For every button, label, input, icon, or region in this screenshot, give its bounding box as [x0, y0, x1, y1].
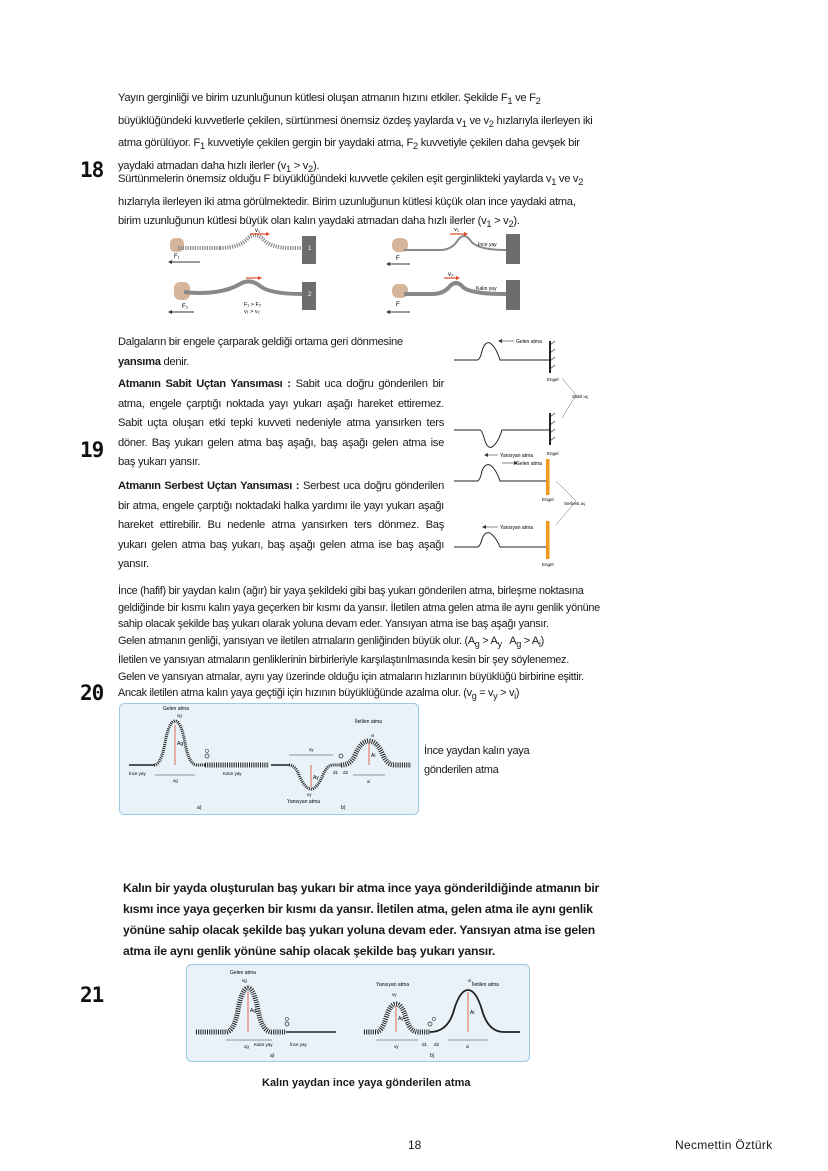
junction-label-21a: O	[285, 1017, 289, 1023]
thick-to-thin-figure	[186, 964, 530, 1062]
section20-caption-line2: gönderilen atma	[424, 764, 499, 776]
ag-label-20: Ag	[177, 741, 184, 747]
section19-intro: Dalgaların bir engele çarparak geldiği ortama geri dönmesine yansıma denir.	[118, 336, 403, 368]
xi-label-20: xi	[367, 779, 371, 784]
f-label-bottom: F	[396, 302, 400, 308]
reflected-label-free: Yansıyan atma	[500, 525, 533, 531]
transmitted-label-20: İletilen atma	[355, 719, 382, 725]
incoming-label-free: Gelen atma	[516, 461, 542, 467]
section-number-19: 19	[80, 438, 104, 462]
vg-label-21: vg	[242, 978, 247, 983]
section20-p1: İnce (hafif) bir yaydan kalın (ağır) bir yaya şekildeki gibi baş yukarı gönderilen atma, birleşme noktasına geldiğinde bir kısmı kalın yaya geçerken bir kısmı da yansır. İletilen atma gelen atma ile aynı genlik yönüne sahip olacak şekilde baş yukarı olarak yoluna devam eder. Yansıyan atma ise baş aşağı yansır.	[118, 585, 600, 630]
section20-p5: Ancak iletilen atma kalın yaya geçtiği için hızının büyüklüğünde azalma olur. $(v_g = v_y > v_i)$	[118, 687, 520, 702]
d2-label-20: d2	[343, 770, 349, 775]
xi-label-21: xi	[466, 1044, 470, 1049]
junction-label-a: O	[205, 749, 209, 755]
xy-label-20: xy	[309, 747, 314, 752]
obstacle-label-4: Engel	[542, 562, 554, 567]
spring-number-1: 1	[308, 246, 312, 252]
thin-spring-label: İnce yay	[478, 242, 497, 248]
vy-label-21: vy	[392, 992, 397, 997]
obstacle-label-2: Engel	[547, 451, 559, 456]
ay-label-21: Ay	[398, 1016, 404, 1022]
section19-free-end: Atmanın Serbest Uçtan Yansıması : Serbest uca doğru gönderilen bir atma, engele çarptığı noktadaki halka yardımı ile yayı yukarı aşağı hareket ettirebilir. Bu nedenle atma yansırken ters dönmez. Baş yukarı gelen atma baş yukarı, baş aşağı gelen atma ise baş aşağı yansır.	[118, 480, 444, 570]
free-end-incoming	[454, 459, 554, 502]
section18-paragraph-1: Yayın gerginliği ve birim uzunluğunun kütlesi oluşan atmanın hızını etkiler. Şekilde $F_1$ ve $F_2$ büyüklüğündeki kuvvetlerle çekilen, sürtünmesi önemsiz özdeş yaylarda $v_1$ ve $v_2$ hızlarıyla ilerleyen iki atma görülüyor. $F_1$ kuvvetiyle çekilen gergin bir yaydaki atma, $F_2$ kuvvetiyle çekilen daha gevşek bir yaydaki atmadan daha hızlı ilerler $(v_1 > v_2)$.	[118, 92, 593, 175]
section20-text	[118, 583, 600, 705]
free-end-label: Serbest uç	[564, 501, 586, 506]
fixed-end-incoming	[454, 339, 559, 382]
xg-label-20: xg	[173, 778, 178, 783]
obstacle-label-3: Engel	[542, 497, 554, 502]
obstacle-label-1: Engel	[547, 377, 559, 382]
incoming-label-20: Gelen atma	[163, 706, 189, 712]
reflected-label-20: Yansıyan atma	[287, 799, 320, 805]
section20-caption	[424, 742, 564, 780]
force-relation: F₁ > F₂	[244, 302, 261, 308]
thick-label-a: Kalın yay	[223, 771, 242, 776]
page-number: 18	[408, 1138, 422, 1152]
spring-tension-figure	[160, 228, 540, 324]
panel-a-label-21: a)	[270, 1053, 275, 1059]
tense-spring-diagram	[168, 228, 316, 264]
section20-caption-line1: İnce yaydan kalın yaya	[424, 745, 530, 757]
transmitted-label-21: İletilen atma	[472, 982, 499, 988]
v2-label-right: v₂	[448, 272, 454, 278]
section20-p3: İletilen ve yansıyan atmaların genliklerinin birbirleriyle karşılaştırılmasında kesin bir şey söylenemez.	[118, 654, 569, 667]
section-number-20: 20	[80, 681, 104, 705]
fixed-end-label: Sabit uç	[572, 394, 589, 399]
thin-to-thick-figure	[119, 703, 419, 815]
vg-label-20: vg	[177, 713, 182, 718]
reflected-label-21: Yansıyan atma	[376, 982, 409, 988]
vi-label-21: vi	[468, 978, 472, 983]
d1-label-21: d1	[422, 1042, 428, 1047]
v1-label-right: v₁	[454, 228, 460, 233]
panel-a-label: a)	[197, 805, 202, 811]
panel-b-label-21: b)	[430, 1053, 435, 1059]
f2-label: F₂	[182, 304, 188, 310]
thick-spring-diagram	[386, 272, 520, 314]
speed-relation: v₁ > v₂	[244, 309, 260, 315]
incoming-label-21: Gelen atma	[230, 970, 256, 976]
xg-label-21: xg	[244, 1044, 249, 1049]
thick-spring-label: Kalın yay	[476, 286, 497, 292]
ai-label-21: Ai	[470, 1010, 475, 1016]
junction-label-21b: O	[432, 1017, 436, 1023]
thin-spring-diagram	[386, 228, 520, 266]
section21-caption: Kalın yaydan ince yaya gönderilen atma	[262, 1077, 471, 1089]
section-number-18: 18	[80, 158, 104, 182]
incoming-label: Gelen atma	[516, 339, 542, 345]
section20-p2: Gelen atmanın genliği, yansıyan ve iletilen atmaların genliğinden büyük olur. ($A_g > A_y$ $A_g > A_i$)	[118, 634, 544, 649]
vi-label-20: vi	[371, 733, 375, 738]
d2-label-21: d2	[434, 1042, 440, 1047]
section-number-21: 21	[80, 983, 104, 1007]
spring-number-2: 2	[308, 292, 312, 298]
section19-fixed-end: Atmanın Sabit Uçtan Yansıması : Sabit uca doğru gönderilen bir atma, engele çarptığı noktada yayı yukarı aşağı hareket ettiremez. Sabit uçta oluşan etki tepki kuvveti nedeniyle atma yansırken ters döner. Baş yukarı gelen atma baş aşağı, baş aşağı gelen atma ise baş yukarı yansır.	[118, 378, 444, 468]
free-end-reflected	[454, 521, 554, 567]
v1-label: v₁	[255, 228, 261, 234]
vy-label-20: vy	[307, 792, 312, 797]
thick-label-21: Kalın yay	[254, 1042, 273, 1047]
d1-label-20: d1	[333, 770, 339, 775]
reflected-label: Yansıyan atma	[500, 453, 533, 459]
reflection-figure	[452, 333, 602, 573]
f-label-top: F	[396, 256, 400, 262]
thin-label-a: İnce yay	[129, 771, 146, 776]
author-name: Necmettin Öztürk	[675, 1138, 773, 1152]
section20-p4: Gelen ve yansıyan atmalar, aynı yay üzerinde olduğu için atmaların hızlarının büyüklüğü birbirine eşittir.	[118, 670, 584, 683]
slack-spring-diagram	[168, 276, 316, 315]
section18-paragraph-2: Sürtünmelerin önemsiz olduğu F büyüklüğündeki kuvvetle çekilen eşit gerginlikteki yaylarda $v_1$ ve $v_2$ hızlarıyla ilerleyen iki atma görülmektedir. Birim uzunluğunun kütlesi küçük olan ince yaydaki atma, birim uzunluğunun kütlesi büyük olan kalın yaydaki atmadan daha hızlı ilerler $(v_1 > v_2)$.	[118, 173, 584, 230]
panel-b-label: b)	[341, 805, 346, 811]
section21-text: Kalın bir yayda oluşturulan baş yukarı bir atma ince yaya gönderildiğinde atmanın bir kısmı ince yaya geçerken bir kısmı da yansır. İletilen atma, gelen atma ile aynı genlik yönüne sahip olacak şekilde baş yukarı yoluna devam eder. Yansıyan atma ise gelen atma ile aynı genlik yönüne sahip olacak şekilde baş yukarı yansır.	[123, 881, 600, 958]
xy-label-21: xy	[394, 1044, 399, 1049]
f1-label: F₁	[174, 254, 180, 260]
ai-label-20: Ai	[371, 753, 376, 759]
ag-label-21: Ag	[250, 1008, 257, 1014]
thin-label-21: İnce yay	[290, 1042, 307, 1047]
ay-label-20: Ay	[313, 775, 319, 781]
fixed-end-reflected	[454, 413, 559, 459]
